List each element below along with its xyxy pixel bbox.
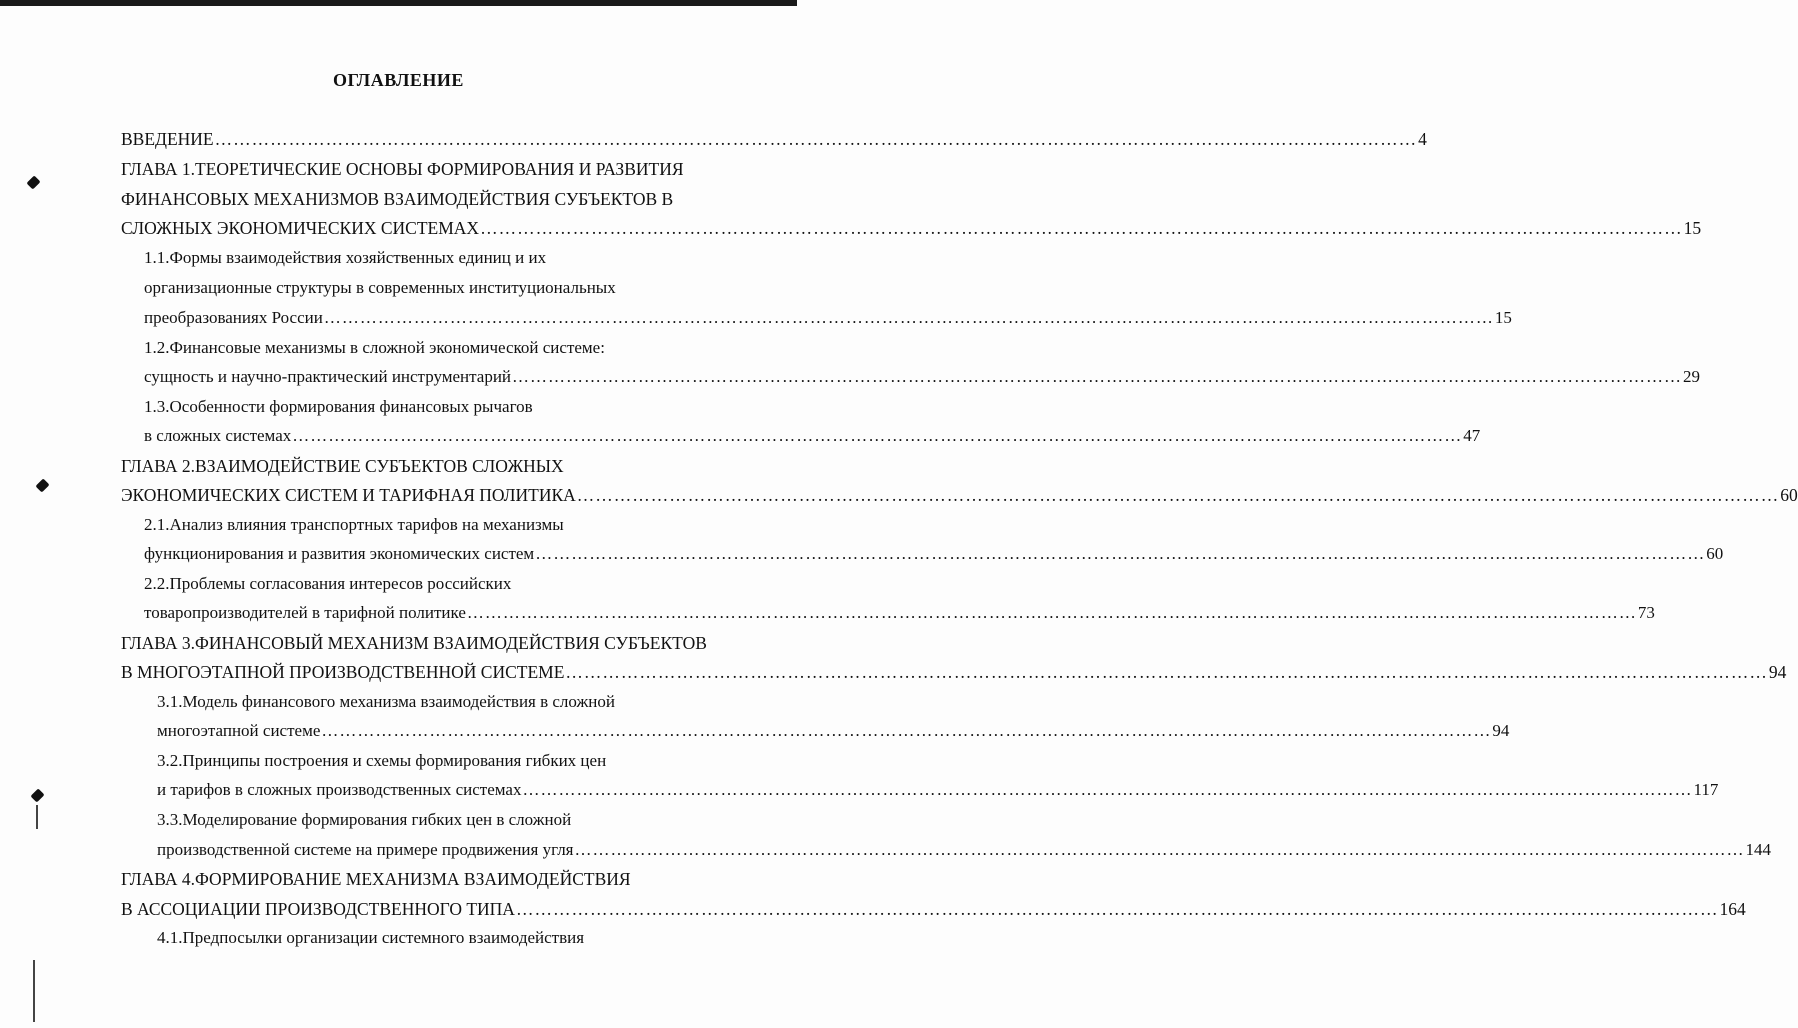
toc-entry-text: ГЛАВА 4.ФОРМИРОВАНИЕ МЕХАНИЗМА ВЗАИМОДЕЙСТВИЯ <box>121 869 631 889</box>
dot-leader: …………………………………………………………………………………………………………………………………………………………………………… <box>466 603 1637 622</box>
toc-section-1-2-line-1 <box>144 336 732 360</box>
dot-leader: …………………………………………………………………………………………………………………………………………………………………………… <box>522 780 1693 799</box>
toc-entry-text: сущность и научно-практический инструментарий <box>144 367 512 386</box>
toc-entry-introduction <box>121 127 1427 151</box>
page-title: ОГЛАВЛЕНИЕ <box>333 70 464 90</box>
toc-section-1-3-line-2 <box>144 424 1481 448</box>
dot-leader: …………………………………………………………………………………………………………………………………………………………………………… <box>292 426 1463 445</box>
toc-section-3-3-line-1 <box>157 808 732 832</box>
toc-chapter-4-line-1 <box>121 867 731 891</box>
toc-page-number: 73 <box>1637 603 1655 622</box>
toc-chapter-3-line-1 <box>121 631 731 655</box>
toc-page-number: 94 <box>1768 662 1787 682</box>
toc-entry-text: товаропроизводителей в тарифной политике <box>144 603 466 622</box>
toc-entry-text: ФИНАНСОВЫХ МЕХАНИЗМОВ ВЗАИМОДЕЙСТВИЯ СУБЪЕКТОВ В <box>121 189 674 209</box>
toc-page-number: 15 <box>1683 218 1702 238</box>
toc-section-3-1-line-2 <box>157 719 1510 743</box>
toc-page-number: 47 <box>1463 426 1481 445</box>
dot-leader: …………………………………………………………………………………………………………………………………………………………………………… <box>480 218 1683 238</box>
toc-entry-text: ГЛАВА 1.ТЕОРЕТИЧЕСКИЕ ОСНОВЫ ФОРМИРОВАНИЯ И РАЗВИТИЯ <box>121 159 684 179</box>
toc-chapter-2-line-2 <box>121 483 1798 507</box>
toc-page-number: 164 <box>1719 899 1746 919</box>
toc-section-1-2-line-2 <box>144 365 1701 389</box>
toc-page-number: 15 <box>1494 308 1512 327</box>
dot-leader: …………………………………………………………………………………………………………………………………………………………………………… <box>512 367 1683 386</box>
toc-page-number: 60 <box>1706 544 1724 563</box>
binder-hole-mark <box>30 788 44 802</box>
dot-leader: …………………………………………………………………………………………………………………………………………………………………………… <box>323 308 1494 327</box>
toc-entry-text: 2.2.Проблемы согласования интересов российских <box>144 574 512 593</box>
dot-leader: …………………………………………………………………………………………………………………………………………………………………………… <box>321 721 1492 740</box>
toc-page-number: 94 <box>1492 721 1510 740</box>
toc-section-3-1-line-1 <box>157 690 732 714</box>
dot-leader: …………………………………………………………………………………………………………………………………………………………………………… <box>574 840 1745 859</box>
toc-entry-text: производственной системе на примере продвижения угля <box>157 840 574 859</box>
toc-section-1-1-line-2 <box>144 276 732 300</box>
toc-entry-text: 1.3.Особенности формирования финансовых рычагов <box>144 397 533 416</box>
toc-entry-text: функционирования и развития экономических систем <box>144 544 535 563</box>
toc-entry-text: В АССОЦИАЦИИ ПРОИЗВОДСТВЕННОГО ТИПА <box>121 899 515 919</box>
toc-entry-text: 2.1.Анализ влияния транспортных тарифов на механизмы <box>144 515 564 534</box>
toc-entry-text: преобразованиях России <box>144 308 323 327</box>
toc-page-number: 29 <box>1683 367 1701 386</box>
dot-leader: …………………………………………………………………………………………………………………………………………………………………………… <box>214 129 1418 149</box>
toc-chapter-1-line-2 <box>121 187 731 211</box>
toc-entry-text: многоэтапной системе <box>157 721 321 740</box>
toc-entry-text: ГЛАВА 3.ФИНАНСОВЫЙ МЕХАНИЗМ ВЗАИМОДЕЙСТВИЯ СУБЪЕКТОВ <box>121 633 707 653</box>
toc-page-number: 117 <box>1693 780 1719 799</box>
toc-entry-text: 4.1.Предпосылки организации системного взаимодействия <box>157 928 585 947</box>
toc-chapter-3-line-2 <box>121 660 1787 684</box>
toc-chapter-1-line-1 <box>121 157 731 181</box>
toc-entry-text: 3.3.Моделирование формирования гибких цен в сложной <box>157 810 572 829</box>
toc-section-4-1-line-1 <box>157 926 732 950</box>
toc-entry-text: ЭКОНОМИЧЕСКИХ СИСТЕМ И ТАРИФНАЯ ПОЛИТИКА <box>121 485 576 505</box>
toc-entry-text: ВВЕДЕНИЕ <box>121 129 214 149</box>
toc-page-number: 144 <box>1745 840 1771 859</box>
toc-chapter-4-line-2 <box>121 897 1746 921</box>
toc-section-1-1-line-3 <box>144 306 1512 330</box>
toc-section-2-2-line-2 <box>144 601 1655 625</box>
toc-section-2-2-line-1 <box>144 572 732 596</box>
binder-hole-mark <box>26 175 40 189</box>
toc-section-1-3-line-1 <box>144 395 732 419</box>
toc-entry-text: в сложных системах <box>144 426 292 445</box>
toc-section-3-3-line-2 <box>157 838 1771 862</box>
toc-section-3-2-line-1 <box>157 749 732 773</box>
scan-margin-line <box>36 805 38 829</box>
toc-section-2-1-line-2 <box>144 542 1724 566</box>
dot-leader: …………………………………………………………………………………………………………………………………………………………………………… <box>576 485 1780 505</box>
dot-leader: …………………………………………………………………………………………………………………………………………………………………………… <box>565 662 1768 682</box>
toc-entry-text: СЛОЖНЫХ ЭКОНОМИЧЕСКИХ СИСТЕМАХ <box>121 218 480 238</box>
dot-leader: …………………………………………………………………………………………………………………………………………………………………………… <box>515 899 1719 919</box>
toc-entry-text: ГЛАВА 2.ВЗАИМОДЕЙСТВИЕ СУБЪЕКТОВ СЛОЖНЫХ <box>121 456 564 476</box>
toc-section-1-1-line-1 <box>144 246 732 270</box>
toc-chapter-2-line-1 <box>121 454 731 478</box>
toc-entry-text: 1.2.Финансовые механизмы в сложной экономической системе: <box>144 338 605 357</box>
binder-hole-mark <box>35 478 49 492</box>
toc-section-3-2-line-2 <box>157 778 1719 802</box>
dot-leader: …………………………………………………………………………………………………………………………………………………………………………… <box>535 544 1706 563</box>
toc-entry-text: 3.1.Модель финансового механизма взаимодействия в сложной <box>157 692 615 711</box>
toc-entry-text: 3.2.Принципы построения и схемы формирования гибких цен <box>157 751 607 770</box>
scan-top-edge <box>0 0 797 6</box>
toc-chapter-1-line-3 <box>121 216 1702 240</box>
scan-margin-line <box>33 960 35 1022</box>
toc-page-number: 60 <box>1780 485 1798 505</box>
toc-page-number: 4 <box>1418 129 1427 149</box>
toc-section-2-1-line-1 <box>144 513 732 537</box>
toc-entry-text: и тарифов в сложных производственных системах <box>157 780 522 799</box>
toc-entry-text: организационные структуры в современных институциональных <box>144 278 616 297</box>
toc-entry-text: В МНОГОЭТАПНОЙ ПРОИЗВОДСТВЕННОЙ СИСТЕМЕ <box>121 662 565 682</box>
toc-entry-text: 1.1.Формы взаимодействия хозяйственных единиц и их <box>144 248 547 267</box>
